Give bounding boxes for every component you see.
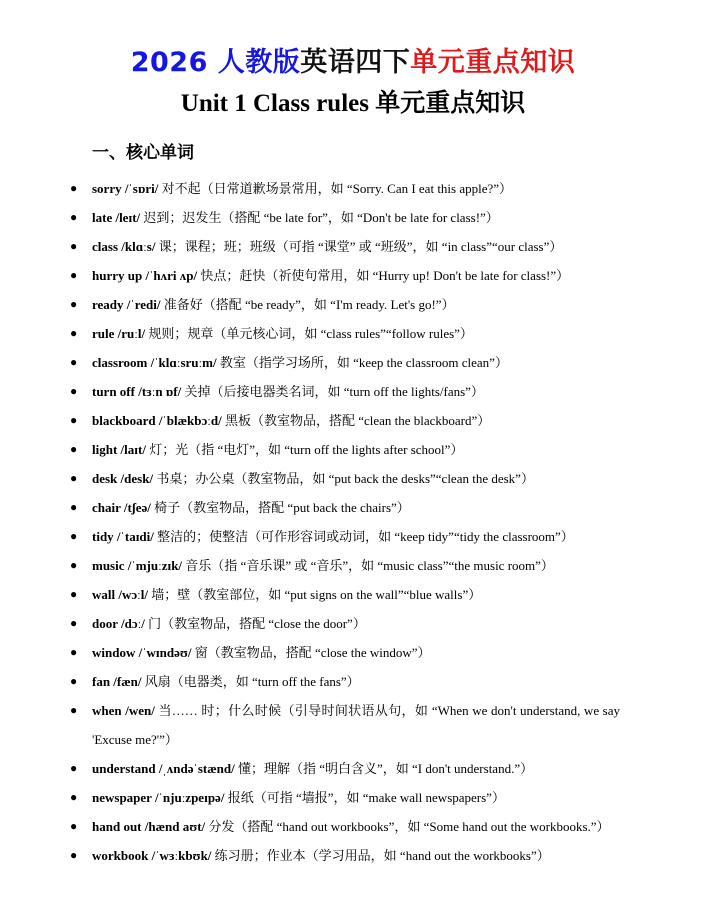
bullet-icon: ● xyxy=(70,616,78,630)
vocab-word: ready /ˈredi/ xyxy=(92,297,161,312)
vocab-word: turn off /tɜːn ɒf/ xyxy=(92,384,182,399)
vocab-item xyxy=(70,638,620,667)
bullet-icon: ● xyxy=(70,326,78,340)
vocab-item xyxy=(70,232,620,261)
vocab-word: when /wen/ xyxy=(92,703,155,718)
vocab-definition: 对不起（日常道歉场景常用，如 “Sorry. Can I eat this apple?”） xyxy=(161,181,513,196)
vocab-item xyxy=(70,319,620,348)
bullet-icon: ● xyxy=(70,355,78,369)
vocab-word: sorry /ˈsɒri/ xyxy=(92,181,159,196)
bullet-icon: ● xyxy=(70,761,78,775)
vocab-word: music /ˈmjuːzɪk/ xyxy=(92,558,183,573)
vocab-word: workbook /ˈwɜːkbʊk/ xyxy=(92,848,212,863)
vocab-item xyxy=(70,754,620,783)
vocab-item xyxy=(70,406,620,435)
vocab-definition: 窗（教室物品，搭配 “close the window”） xyxy=(194,645,431,660)
vocab-item xyxy=(70,609,620,638)
vocab-word: newspaper /ˈnjuːzpeɪpə/ xyxy=(92,790,225,805)
bullet-icon: ● xyxy=(70,297,78,311)
vocab-item xyxy=(70,377,620,406)
vocab-definition: 音乐（指 “音乐课” 或 “音乐”，如 “music class”“the music room”） xyxy=(185,558,554,573)
vocab-definition: 规则；规章（单元核心词，如 “class rules”“follow rules”） xyxy=(148,326,473,341)
vocab-word: hurry up /ˈhʌri ʌp/ xyxy=(92,268,198,283)
bullet-icon: ● xyxy=(70,674,78,688)
vocab-word: chair /tʃeə/ xyxy=(92,500,151,515)
bullet-icon: ● xyxy=(70,471,78,485)
bullet-icon: ● xyxy=(70,819,78,833)
bullet-icon: ● xyxy=(70,181,78,195)
vocab-item xyxy=(70,783,620,812)
vocab-word: classroom /ˈklɑːsruːm/ xyxy=(92,355,217,370)
banner-title xyxy=(0,40,706,79)
vocab-definition: 关掉（后接电器类名词，如 “turn off the lights/fans”） xyxy=(184,384,484,399)
vocab-item xyxy=(70,551,620,580)
vocab-word: hand out /hænd aʊt/ xyxy=(92,819,206,834)
vocab-definition: 黑板（教室物品，搭配 “clean the blackboard”） xyxy=(224,413,491,428)
vocab-list xyxy=(70,174,621,870)
vocab-definition: 整洁的；使整洁（可作形容词或动词，如 “keep tidy”“tidy the classroom”） xyxy=(157,529,574,544)
bullet-icon: ● xyxy=(70,703,78,717)
vocab-word: light /laɪt/ xyxy=(92,442,146,457)
vocab-definition: 准备好（搭配 “be ready”，如 “I'm ready. Let's go!”） xyxy=(163,297,455,312)
vocab-definition: 书桌；办公桌（教室物品，如 “put back the desks”“clean the desk”） xyxy=(156,471,534,486)
bullet-icon: ● xyxy=(70,848,78,862)
bullet-icon: ● xyxy=(70,239,78,253)
vocab-definition: 门（教室物品，搭配 “close the door”） xyxy=(148,616,366,631)
vocab-item xyxy=(70,580,620,609)
bullet-icon: ● xyxy=(70,413,78,427)
section-heading: 一、核心单词 xyxy=(92,143,194,163)
vocab-definition: 报纸（可指 “墙报”，如 “make wall newspapers”） xyxy=(227,790,505,805)
vocab-word: blackboard /ˈblækbɔːd/ xyxy=(92,413,222,428)
vocab-item xyxy=(70,203,620,232)
vocab-definition: 风扇（电器类，如 “turn off the fans”） xyxy=(144,674,360,689)
unit-title: Unit 1 Class rules 单元重点知识 xyxy=(180,90,526,117)
bullet-icon: ● xyxy=(70,500,78,514)
vocab-item xyxy=(70,464,620,493)
vocab-word: door /dɔː/ xyxy=(92,616,145,631)
vocab-item xyxy=(70,174,620,203)
vocab-definition: 快点；赶快（祈使句常用，如 “Hurry up! Don't be late for class!”） xyxy=(200,268,570,283)
vocab-definition: 当…… 时；什么时候（引导时间状语从句，如 “When we don't understand, we say 'Excuse me?'”） xyxy=(92,703,621,747)
vocab-word: fan /fæn/ xyxy=(92,674,142,689)
banner-part-subject: 英语四下 xyxy=(300,47,411,78)
vocab-definition: 分发（搭配 “hand out workbooks”，如 “Some hand out the workbooks.”） xyxy=(208,819,610,834)
vocab-definition: 椅子（教室物品，搭配 “put back the chairs”） xyxy=(154,500,410,515)
bullet-icon: ● xyxy=(70,268,78,282)
vocab-item xyxy=(70,261,620,290)
vocab-item xyxy=(70,522,620,551)
bullet-icon: ● xyxy=(70,790,78,804)
vocab-item xyxy=(70,290,620,319)
vocab-word: rule /ruːl/ xyxy=(92,326,146,341)
vocab-definition: 墙；壁（教室部位，如 “put signs on the wall”“blue walls”） xyxy=(151,587,482,602)
vocab-item xyxy=(70,493,620,522)
vocab-word: tidy /ˈtaɪdi/ xyxy=(92,529,154,544)
vocab-item xyxy=(70,667,620,696)
vocab-definition: 懂；理解（指 “明白含义”，如 “I don't understand.”） xyxy=(237,761,534,776)
vocab-item xyxy=(70,435,620,464)
vocab-item xyxy=(70,696,621,754)
vocab-definition: 教室（指学习场所，如 “keep the classroom clean”） xyxy=(219,355,508,370)
bullet-icon: ● xyxy=(70,645,78,659)
bullet-icon: ● xyxy=(70,442,78,456)
vocab-word: desk /desk/ xyxy=(92,471,154,486)
vocab-word: window /ˈwɪndəʊ/ xyxy=(92,645,192,660)
vocab-item xyxy=(70,348,620,377)
banner-part-edition: 2026 人教版 xyxy=(130,47,301,78)
bullet-icon: ● xyxy=(70,558,78,572)
vocab-item xyxy=(70,841,620,870)
bullet-icon: ● xyxy=(70,210,78,224)
vocab-word: understand /ˌʌndəˈstænd/ xyxy=(92,761,235,776)
vocab-definition: 课；课程；班；班级（可指 “课堂” 或 “班级”，如 “in class”“our class”） xyxy=(158,239,563,254)
bullet-icon: ● xyxy=(70,587,78,601)
vocab-word: late /leɪt/ xyxy=(92,210,141,225)
vocab-word: class /klɑːs/ xyxy=(92,239,156,254)
vocab-item xyxy=(70,812,620,841)
vocab-word: wall /wɔːl/ xyxy=(92,587,148,602)
vocab-definition: 灯；光（指 “电灯”，如 “turn off the lights after school”） xyxy=(149,442,464,457)
vocab-definition: 迟到；迟发生（搭配 “be late for”，如 “Don't be late for class!”） xyxy=(143,210,499,225)
bullet-icon: ● xyxy=(70,529,78,543)
banner-part-topic: 单元重点知识 xyxy=(410,47,576,78)
bullet-icon: ● xyxy=(70,384,78,398)
vocab-definition: 练习册；作业本（学习用品，如 “hand out the workbooks”） xyxy=(214,848,550,863)
